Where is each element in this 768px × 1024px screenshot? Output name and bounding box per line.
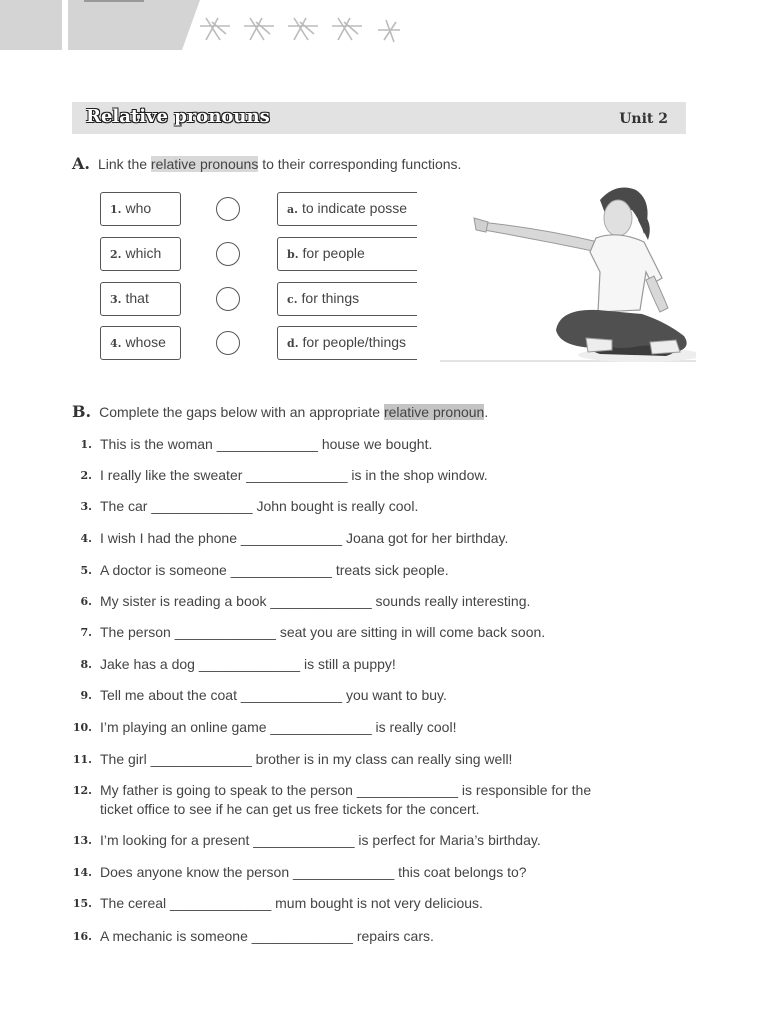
section-a-instructions [72, 154, 461, 173]
question-number: 13. [72, 834, 92, 847]
question-text: This is the woman _____________ house we bought. [100, 436, 433, 452]
girl-pointing-illustration [440, 180, 696, 370]
section-b-highlight: relative pronoun [383, 404, 485, 420]
question-text: The car _____________ John bought is really cool. [100, 498, 419, 514]
pronoun-number: 2. [110, 248, 122, 261]
pronoun-text: whose [125, 334, 166, 350]
section-b-letter: B. [72, 402, 92, 421]
function-text: for people [302, 245, 365, 261]
function-letter: b. [287, 248, 299, 261]
question-text: I really like the sweater _____________ is in the shop window. [100, 467, 488, 483]
question-text: Tell me about the coat _____________ you want to buy. [100, 687, 447, 703]
question-text: My sister is reading a book _____________ sounds really interesting. [100, 593, 531, 609]
question-text: A doctor is someone _____________ treats sick people. [100, 562, 449, 578]
question-number: 3. [80, 500, 92, 513]
question-number: 15. [72, 897, 92, 910]
pronoun-number: 4. [110, 337, 122, 350]
question-text: A mechanic is someone _____________ repairs cars. [100, 928, 434, 944]
title-bar [72, 102, 686, 134]
question-number: 12. [72, 784, 92, 797]
question-text: The cereal _____________ mum bought is not very delicious. [100, 895, 483, 911]
pronoun-box-who [100, 192, 181, 226]
question-number: 5. [80, 564, 92, 577]
section-b-intro-start: Complete the gaps below with an appropriate [99, 404, 384, 420]
section-a-intro-start: Link the [97, 156, 151, 172]
function-text: for things [301, 290, 360, 306]
question-text: I wish I had the phone _____________ Joana got for her birthday. [100, 530, 509, 546]
function-box-d [277, 326, 417, 360]
question-text: The person _____________ seat you are sitting in will come back soon. [100, 624, 546, 640]
function-box-c [277, 282, 417, 316]
question-text: Does anyone know the person _____________ this coat belongs to? [100, 864, 527, 880]
question-text: I’m playing an online game _____________ is really cool! [100, 719, 457, 735]
function-letter: d. [287, 337, 299, 350]
question-number: 4. [80, 532, 92, 545]
pronoun-box-that [100, 282, 181, 316]
pronoun-number: 3. [110, 293, 122, 306]
pronoun-text: who [125, 200, 152, 216]
question-number: 16. [72, 930, 92, 943]
function-text: to indicate posse [301, 200, 408, 216]
pronoun-number: 1. [110, 203, 122, 216]
question-number: 8. [80, 658, 92, 671]
question-number: 6. [80, 595, 92, 608]
function-box-a [277, 192, 417, 226]
section-b-instructions [72, 402, 488, 421]
pronoun-box-which [100, 237, 181, 271]
section-b-intro-end: . [484, 404, 489, 420]
question-number: 2. [80, 469, 92, 482]
question-number: 9. [80, 689, 92, 702]
question-number: 7. [80, 626, 92, 639]
section-a-letter: A. [72, 154, 90, 173]
unit-label: Unit 2 [619, 111, 668, 127]
pronoun-text: which [125, 245, 162, 261]
pronoun-text: that [125, 290, 149, 306]
question-text: I’m looking for a present _____________ is perfect for Maria’s birthday. [100, 832, 541, 848]
page-title: Relative pronouns [86, 106, 270, 127]
match-circle[interactable] [216, 197, 240, 221]
question-number: 1. [80, 438, 92, 451]
header-decoration [0, 0, 768, 60]
match-circle[interactable] [216, 242, 240, 266]
question-text: The girl _____________ brother is in my class can really sing well! [100, 751, 513, 767]
pronoun-box-whose [100, 326, 181, 360]
match-circle[interactable] [216, 331, 240, 355]
question-number: 14. [72, 866, 92, 879]
match-circle[interactable] [216, 287, 240, 311]
function-box-b [277, 237, 417, 271]
section-a-intro-end: to their corresponding functions. [258, 156, 462, 172]
section-a-highlight: relative pronouns [150, 156, 259, 172]
function-letter: a. [287, 203, 298, 216]
question-number: 10. [72, 721, 92, 734]
function-letter: c. [287, 293, 298, 306]
function-text: for people/things [302, 334, 407, 350]
question-number: 11. [72, 753, 92, 766]
question-text: My father is going to speak to the person _____________ is responsible for the ticket office to see if he can get us free tickets for the concert. [100, 782, 592, 817]
question-text: Jake has a dog _____________ is still a puppy! [100, 656, 396, 672]
